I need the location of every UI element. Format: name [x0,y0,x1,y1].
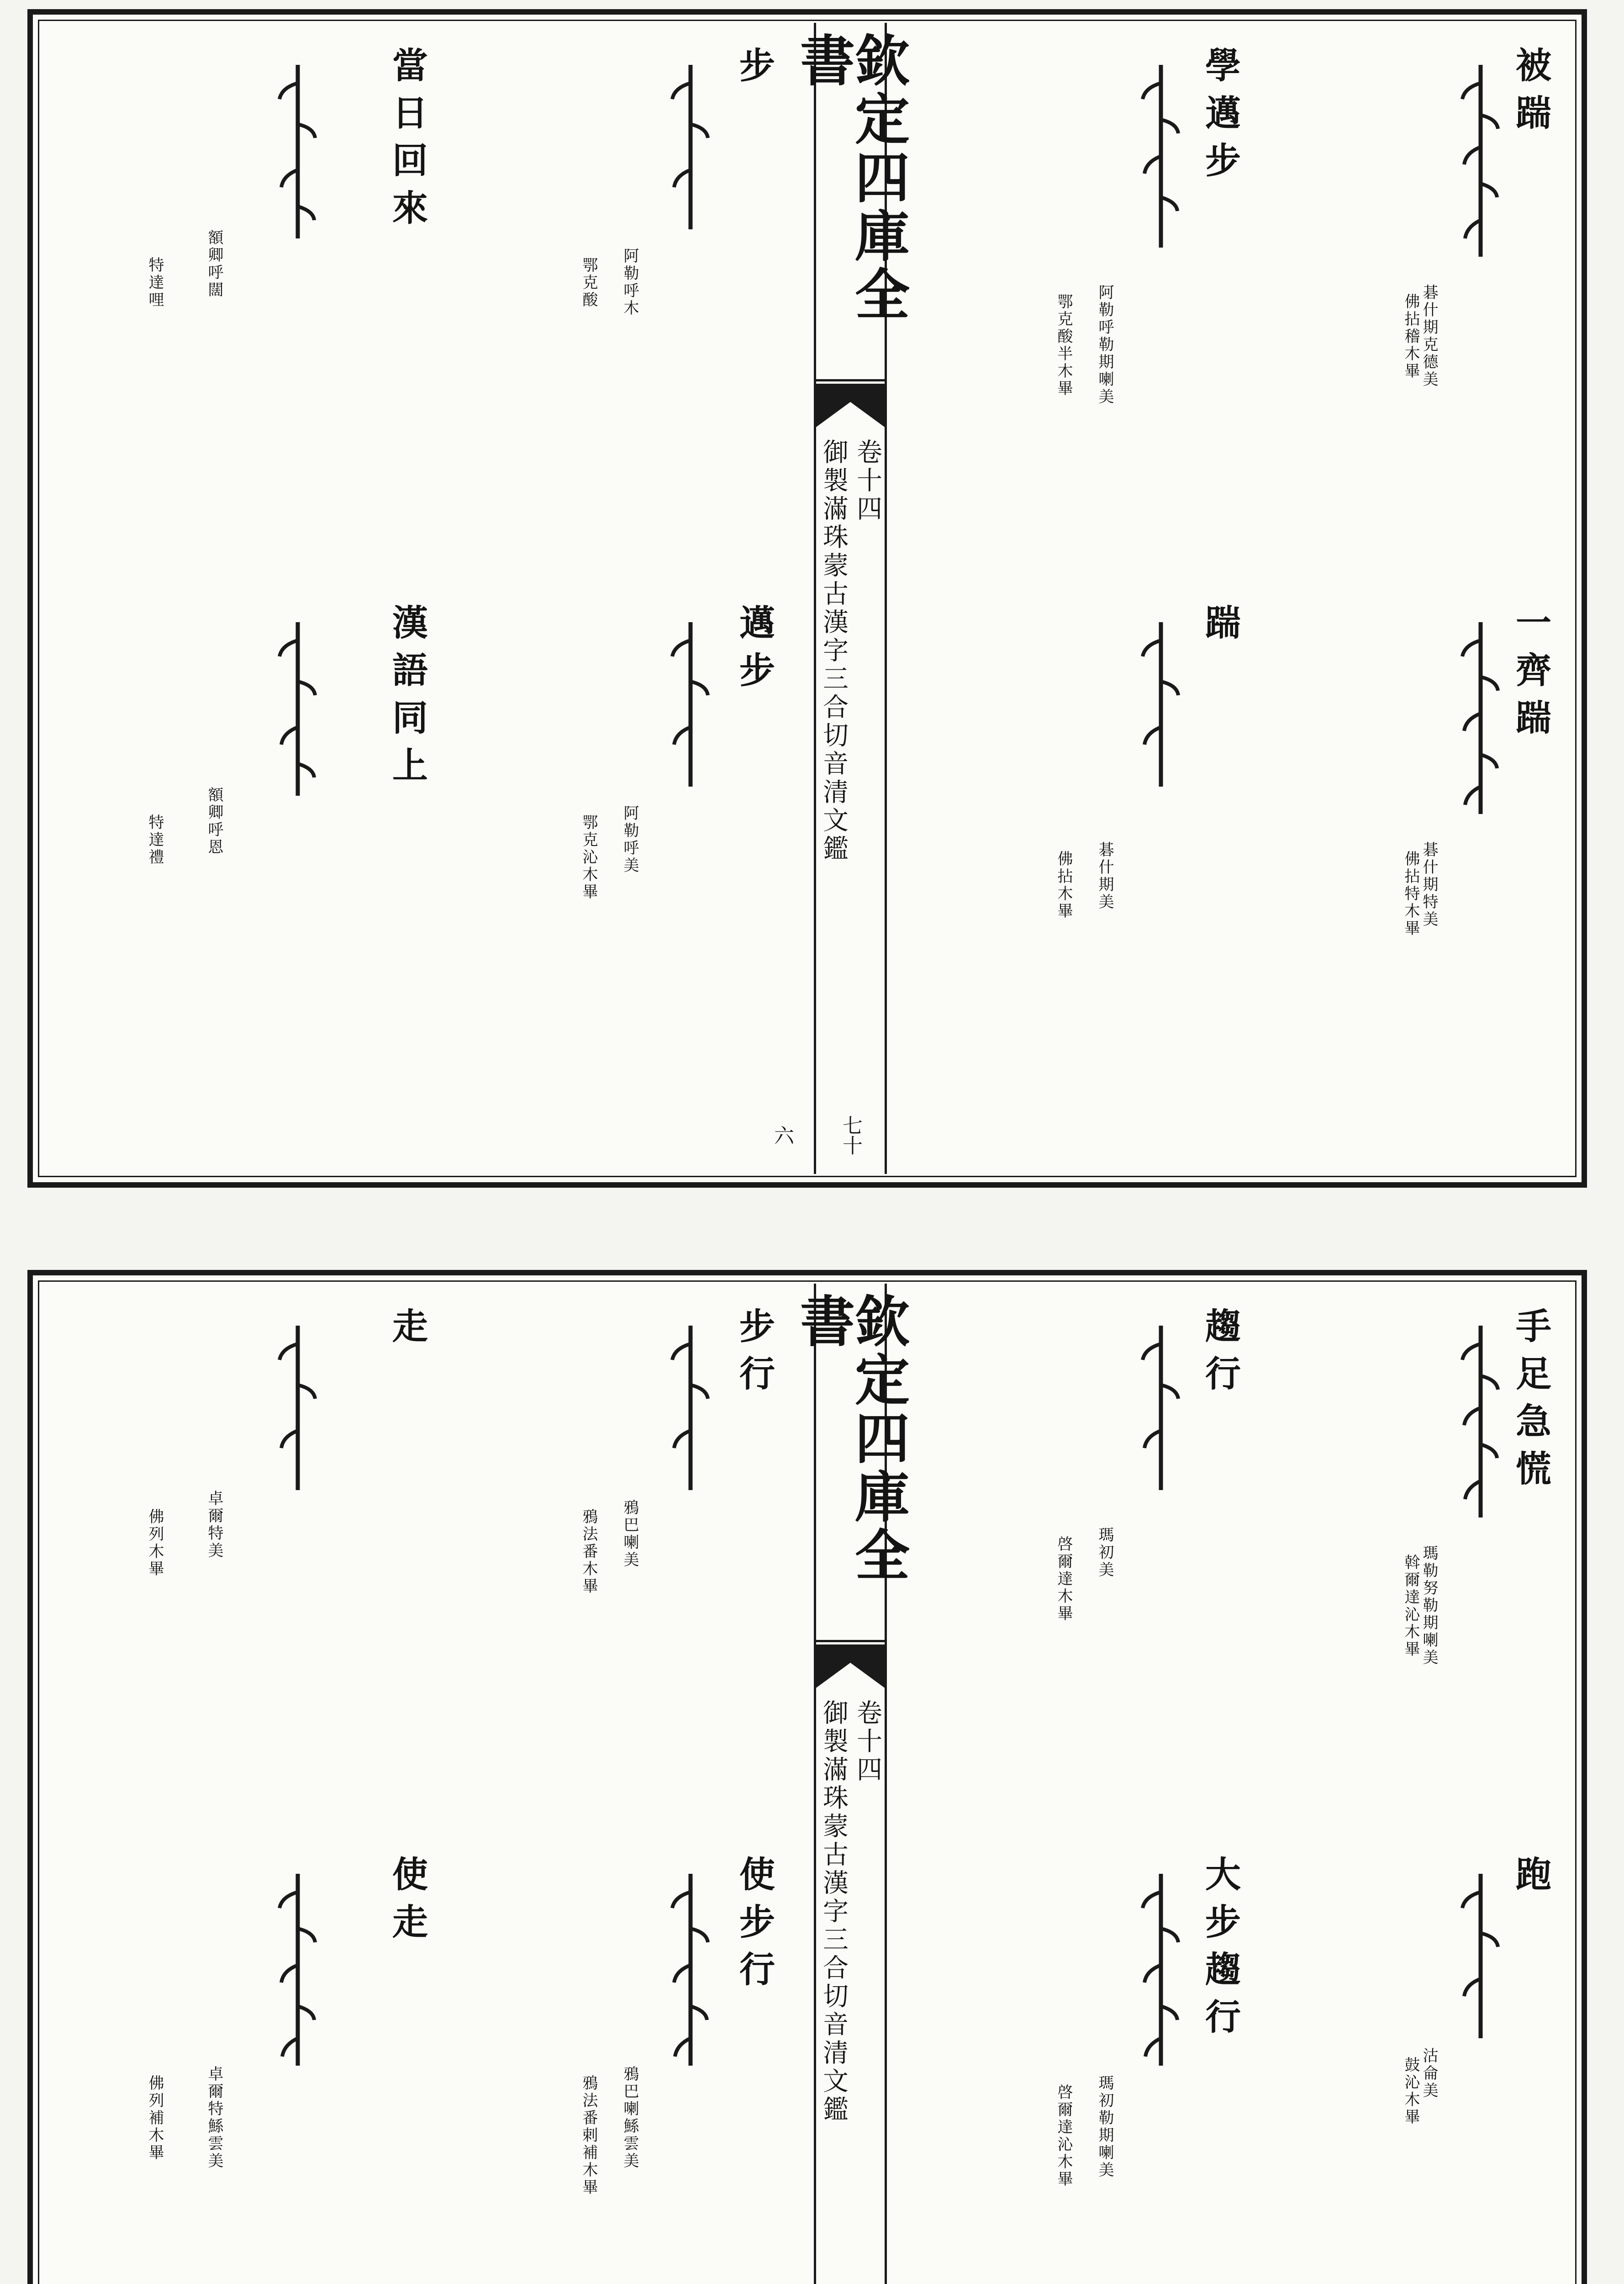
entry [554,47,791,567]
manchu-script [1138,622,1184,787]
gloss-phonetic: 碁什期克德美 [1420,284,1438,388]
manchu-script [1458,622,1503,814]
folio-number: 七十六 [770,1115,862,1155]
headword: 走 [386,1307,428,1355]
headword: 使走 [386,1856,428,1951]
manchu-script [275,1874,321,2066]
volume-label: 卷十四 [853,1699,882,1784]
gloss-phonetic: 碁什期美 [1096,841,1114,911]
gloss-phonetic: 阿勒呼美 [621,805,639,874]
spine-info [816,1699,885,2284]
manchu-script [1138,1326,1184,1490]
headword: 學邁步 [1199,47,1241,189]
gloss-phonetic: 斡爾達沁木畢 [1402,1554,1420,1658]
spine [770,23,910,1174]
headword: 被踹 [1510,47,1551,142]
gloss-phonetic: 特達哩 [146,257,164,309]
manchu-script [668,1326,713,1490]
gloss-phonetic: 碁什期特美 [1420,841,1438,928]
manchu-script [275,65,321,238]
fishtail-ornament [816,384,885,427]
entry [1403,1307,1577,1819]
manchu-script [668,622,713,787]
gloss-phonetic: 鴉法番剌補木畢 [580,2075,598,2196]
entry [1403,47,1577,567]
gloss-phonetic: 佛拈特木畢 [1402,851,1420,937]
book-label: 御製滿珠蒙古漢字三合切音清文鑑 [819,1699,849,2124]
spine-info [816,439,885,1101]
headword: 當日回來 [386,47,428,237]
entry [1403,604,1577,1125]
spine-title: 欽定四庫全書 [816,32,885,381]
headword: 邁步 [733,604,775,699]
gloss-phonetic: 鴉巴喇美 [621,1499,639,1569]
manchu-script [1458,65,1503,257]
book-label: 御製滿珠蒙古漢字三合切音清文鑑 [819,439,849,863]
gloss-phonetic: 瑪初美 [1096,1527,1114,1579]
headword: 踹 [1199,604,1241,651]
headword: 趨行 [1199,1307,1241,1402]
headword: 手足急慌 [1510,1307,1551,1497]
gloss-phonetic: 阿勒呼勒期喇美 [1096,284,1114,406]
gloss-phonetic: 特達禮 [146,814,164,866]
headword: 使步行 [733,1856,775,1998]
manchu-script [275,1326,321,1490]
entry [92,1307,458,1819]
gloss-phonetic: 額卿呼闊 [205,229,223,299]
manchu-script [1458,1326,1503,1517]
gloss-phonetic: 阿勒呼木 [621,248,639,317]
entry [1028,604,1266,1125]
volume-label: 卷十四 [853,439,882,523]
entry [1028,47,1266,567]
manchu-script [668,1874,713,2066]
gloss-phonetic: 啓爾達沁木畢 [1055,2084,1073,2188]
headword: 步行 [733,1307,775,1402]
gloss-phonetic: 佛拈稽木畢 [1402,293,1420,380]
gloss-phonetic: 鴉巴喇鯀雲美 [621,2066,639,2170]
spine [791,1284,910,2284]
manchu-script [668,65,713,229]
manchu-script [1138,1874,1184,2066]
gloss-phonetic: 啓爾達木畢 [1055,1536,1073,1623]
book-page-bottom [27,1270,1587,2284]
gloss-phonetic: 鄂克酸 [580,257,598,309]
gloss-phonetic: 佛列木畢 [146,1508,164,1578]
gloss-phonetic: 鄂克沁木畢 [580,814,598,901]
manchu-script [1138,65,1184,248]
gloss-phonetic: 鄂克酸半木畢 [1055,293,1073,397]
gloss-phonetic: 沽侖美 [1420,2047,1438,2099]
manchu-script [275,622,321,796]
fishtail-ornament [816,1644,885,1688]
headword: 步 [733,47,775,94]
gloss-phonetic: 佛列補木畢 [146,2075,164,2162]
headword: 一齊踹 [1510,604,1551,746]
spine-title: 欽定四庫全書 [816,1293,885,1642]
gloss-phonetic: 瑪勒努勒期喇美 [1420,1545,1438,1666]
gloss-phonetic: 瑪初勒期喇美 [1096,2075,1114,2179]
entry [92,1856,458,2284]
entry [554,604,791,1125]
entry [554,1307,791,1819]
gloss-phonetic: 卓爾特美 [205,1490,223,1560]
headword: 跑 [1510,1856,1551,1903]
book-page-top [27,9,1587,1188]
entry [1028,1856,1266,2284]
entry [92,47,458,567]
gloss-phonetic: 卓爾特鯀雲美 [205,2066,223,2170]
manchu-script [1458,1874,1503,2038]
entry [1403,1856,1577,2284]
gloss-phonetic: 額卿呼恩 [205,787,223,856]
gloss-phonetic: 鴉法番木畢 [580,1508,598,1595]
headword: 大步趨行 [1199,1856,1241,2046]
gloss-phonetic: 佛拈木畢 [1055,851,1073,920]
headword: 漢語同上 [386,604,428,794]
entry [1028,1307,1266,1819]
entry [554,1856,791,2284]
entry [92,604,458,1125]
gloss-phonetic: 鼓沁木畢 [1402,2057,1420,2126]
